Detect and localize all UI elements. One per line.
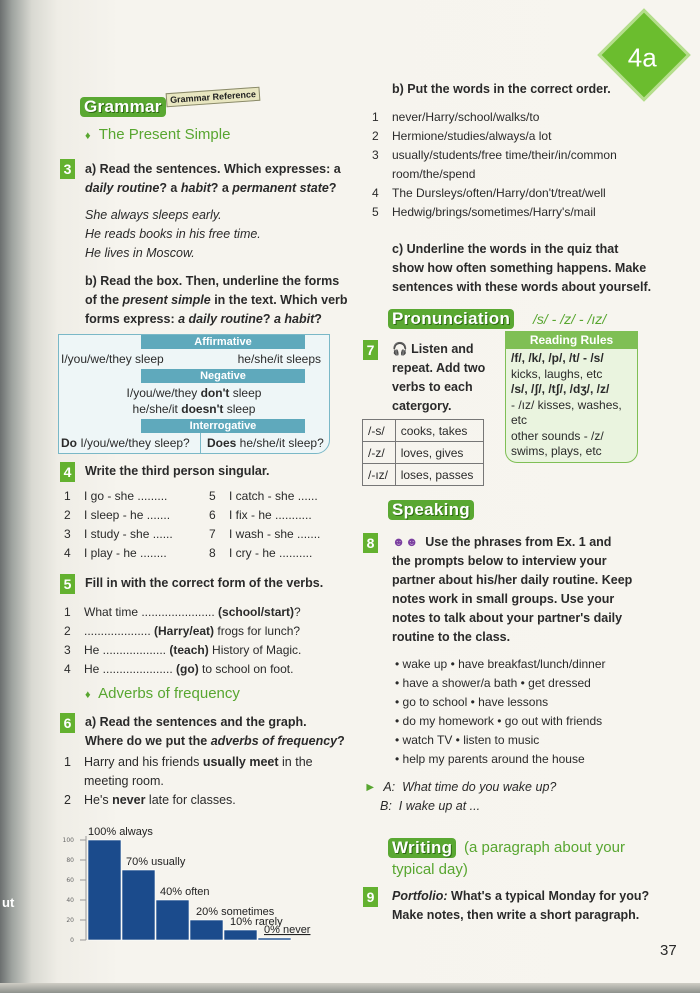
bar-label-always: 100% always	[88, 826, 153, 838]
dialog-a: ► A: What time do you wake up?	[364, 780, 557, 794]
ex-c-line: show how often something happens. Make	[392, 261, 647, 275]
example-sentence: He reads books in his free time.	[85, 227, 261, 241]
reading-rules-box	[505, 331, 638, 463]
y-tick-label: 0	[70, 937, 74, 944]
ex8-line: the prompts below to interview your	[392, 554, 607, 568]
present-simple-table	[58, 334, 330, 454]
example-sentence: He lives in Moscow.	[85, 246, 195, 260]
page-number: 37	[660, 942, 677, 959]
ex6-sentence-1-cont: meeting room.	[84, 774, 164, 788]
grammar-reference-label: Grammar Reference	[166, 87, 261, 108]
ex8-line: notes work in small groups. Use your	[392, 592, 615, 606]
prompt-line: • go to school • have lessons	[395, 695, 549, 709]
bar-usually	[122, 870, 155, 940]
grammar-banner: Grammar	[80, 97, 166, 117]
negative-header: Negative	[141, 369, 305, 383]
bar-label-often: 40% often	[160, 886, 210, 898]
int-left: Do I/you/we/they sleep?	[59, 433, 201, 453]
y-tick-label: 80	[66, 857, 74, 864]
ex8-line: notes to talk about your partner's daily	[392, 611, 623, 625]
pronunciation-banner: Pronunciation	[388, 309, 514, 329]
reading-rules-body: /f/, /k/, /p/, /t/ - /s/ kicks, laughs, etc /s/, /ʃ/, /tʃ/, /dʒ/, /z/ - /ız/ kisses, washes, etc other sounds - /z/ swims, plays, etc	[511, 351, 622, 458]
order-item: 5 Hedwig/brings/sometimes/Harry's/mail	[372, 205, 596, 219]
arrow-icon: ►	[364, 780, 377, 794]
ex7-line: 🎧 Listen and	[392, 342, 474, 356]
bar-often	[156, 900, 189, 940]
negative-row-1: I/you/we/they don't sleep	[126, 386, 262, 400]
bar-label-never: 0% never	[264, 924, 311, 936]
ex5-item: 4 He ..................... (go) to school on foot.	[64, 662, 294, 676]
writing-subtitle-1: (a paragraph about your	[464, 839, 625, 856]
bar-label-rarely: 10% rarely	[230, 916, 283, 928]
order-item: 2 Hermione/studies/always/a lot	[372, 129, 552, 143]
interrogative-header: Interrogative	[141, 419, 305, 433]
aff-right: he/she/it sleeps	[237, 352, 321, 366]
ex4-title: Write the third person singular.	[85, 464, 270, 478]
ex9-line-2: Make notes, then write a short paragraph.	[392, 908, 640, 922]
ex9-line-1: Portfolio: What's a typical Monday for you?	[392, 889, 650, 903]
order-item: room/the/spend	[392, 167, 476, 181]
y-tick-label: 20	[66, 917, 74, 924]
sound-row: /-z/ loves, gives	[363, 442, 484, 464]
frequency-chart-svg	[30, 818, 335, 946]
ex5-title: Fill in with the correct form of the verbs.	[85, 576, 324, 590]
bar-never	[258, 938, 291, 940]
prompt-line: • do my homework • go out with friends	[395, 714, 603, 728]
exercise-8-number: 8	[363, 533, 378, 553]
int-right: Does he/she/it sleep?	[207, 436, 324, 450]
ex3-a-line2: daily routine? a habit? a permanent state?	[85, 181, 337, 195]
y-tick-label: 40	[66, 897, 74, 904]
ex-c-line: sentences with these words about yourself.	[392, 280, 652, 294]
adverbs-title: ♦ Adverbs of frequency	[85, 685, 240, 702]
ex3-b-line2: of the present simple in the text. Which verb	[85, 293, 348, 307]
ex5-item: 3 He ................... (teach) History of Magic.	[64, 643, 302, 657]
prompt-line: • help my parents around the house	[395, 752, 585, 766]
ex4-left-item: 2 I sleep - he .......	[64, 508, 171, 522]
ex5-item: 2 .................... (Harry/eat) frogs for lunch?	[64, 624, 301, 638]
ex7-line: repeat. Add two	[392, 361, 486, 375]
order-item: 1 never/Harry/school/walks/to	[372, 110, 540, 124]
exercise-7-number: 7	[363, 340, 378, 360]
bar-rarely	[224, 930, 257, 940]
writing-subtitle-2: typical day)	[392, 861, 468, 878]
diamond-icon: ♦	[85, 689, 91, 701]
ex8-line: ☻☻ Use the phrases from Ex. 1 and	[392, 535, 612, 549]
exercise-5-number: 5	[60, 574, 75, 594]
y-tick-label: 100	[62, 837, 74, 844]
ex3-a-line1: a) Read the sentences. Which expresses: a	[85, 162, 341, 176]
prompt-line: • wake up • have breakfast/lunch/dinner	[395, 657, 606, 671]
ex7-line: verbs to each	[392, 380, 473, 394]
ex6-sentence-2: 2 He's never late for classes.	[64, 793, 236, 807]
ex4-right-item: 5 I catch - she ......	[209, 489, 318, 503]
ex-b-title: b) Put the words in the correct order.	[392, 82, 611, 96]
present-simple-title: ♦ The Present Simple	[85, 126, 231, 143]
ex4-left-item: 1 I go - she .........	[64, 489, 168, 503]
ex4-right-item: 7 I wash - she .......	[209, 527, 321, 541]
affirmative-header: Affirmative	[141, 335, 305, 349]
frequency-chart	[30, 818, 335, 946]
ex4-right-item: 8 I cry - he ..........	[209, 546, 313, 560]
ex4-left-item: 4 I play - he ........	[64, 546, 167, 560]
order-item: 4 The Dursleys/often/Harry/don't/treat/well	[372, 186, 606, 200]
ex4-right-item: 6 I fix - he ...........	[209, 508, 312, 522]
bar-always	[88, 840, 121, 940]
ex6-a-line1: a) Read the sentences and the graph.	[85, 715, 307, 729]
writing-banner: Writing	[388, 838, 456, 858]
ex3-b-line1: b) Read the box. Then, underline the forms	[85, 274, 340, 288]
speaking-banner: Speaking	[388, 500, 474, 520]
aff-left: I/you/we/they sleep	[61, 352, 164, 366]
sound-table	[362, 419, 484, 486]
pair-work-icon: ☻☻	[392, 535, 419, 549]
unit-badge: 4a	[597, 8, 690, 101]
exercise-6-number: 6	[60, 713, 75, 733]
prompt-line: • watch TV • listen to music	[395, 733, 540, 747]
ex5-item: 1 What time ...................... (school/start)?	[64, 605, 301, 619]
ex7-line: catergory.	[392, 399, 452, 413]
page-edge-text: ut	[2, 895, 15, 910]
interrogative-row	[59, 433, 329, 453]
negative-row-2: he/she/it doesn't sleep	[132, 402, 256, 416]
bar-sometimes	[190, 920, 223, 940]
exercise-9-number: 9	[363, 887, 378, 907]
exercise-4-number: 4	[60, 462, 75, 482]
ex4-left-item: 3 I study - she ......	[64, 527, 173, 541]
headphones-icon: 🎧	[392, 342, 408, 356]
dialog-b: B: I wake up at ...	[380, 799, 481, 813]
ex8-line: routine to the class.	[392, 630, 511, 644]
ex6-sentence-1: 1 Harry and his friends usually meet in the	[64, 755, 313, 769]
reading-rules-title: Reading Rules	[506, 332, 637, 349]
ex3-b-line3: forms express: a daily routine? a habit?	[85, 312, 322, 326]
ex8-line: partner about his/her daily routine. Keep	[392, 573, 633, 587]
ex-c-line: c) Underline the words in the quiz that	[392, 242, 619, 256]
example-sentence: She always sleeps early.	[85, 208, 222, 222]
pronunciation-sounds: /s/ - /z/ - /ız/	[533, 311, 607, 327]
prompt-line: • have a shower/a bath • get dressed	[395, 676, 591, 690]
sound-row: /-ız/ loses, passes	[363, 464, 484, 486]
sound-row: /-s/ cooks, takes	[363, 420, 484, 442]
y-tick-label: 60	[66, 877, 74, 884]
diamond-icon: ♦	[85, 130, 91, 142]
page-bottom-edge	[0, 983, 700, 993]
ex6-a-line2: Where do we put the adverbs of frequency?	[85, 734, 345, 748]
bar-label-usually: 70% usually	[126, 856, 186, 868]
bar-label-sometimes: 20% sometimes	[196, 906, 275, 918]
order-item: 3 usually/students/free time/their/in/common	[372, 148, 617, 162]
exercise-3-number: 3	[60, 159, 75, 179]
affirmative-row	[59, 349, 329, 369]
